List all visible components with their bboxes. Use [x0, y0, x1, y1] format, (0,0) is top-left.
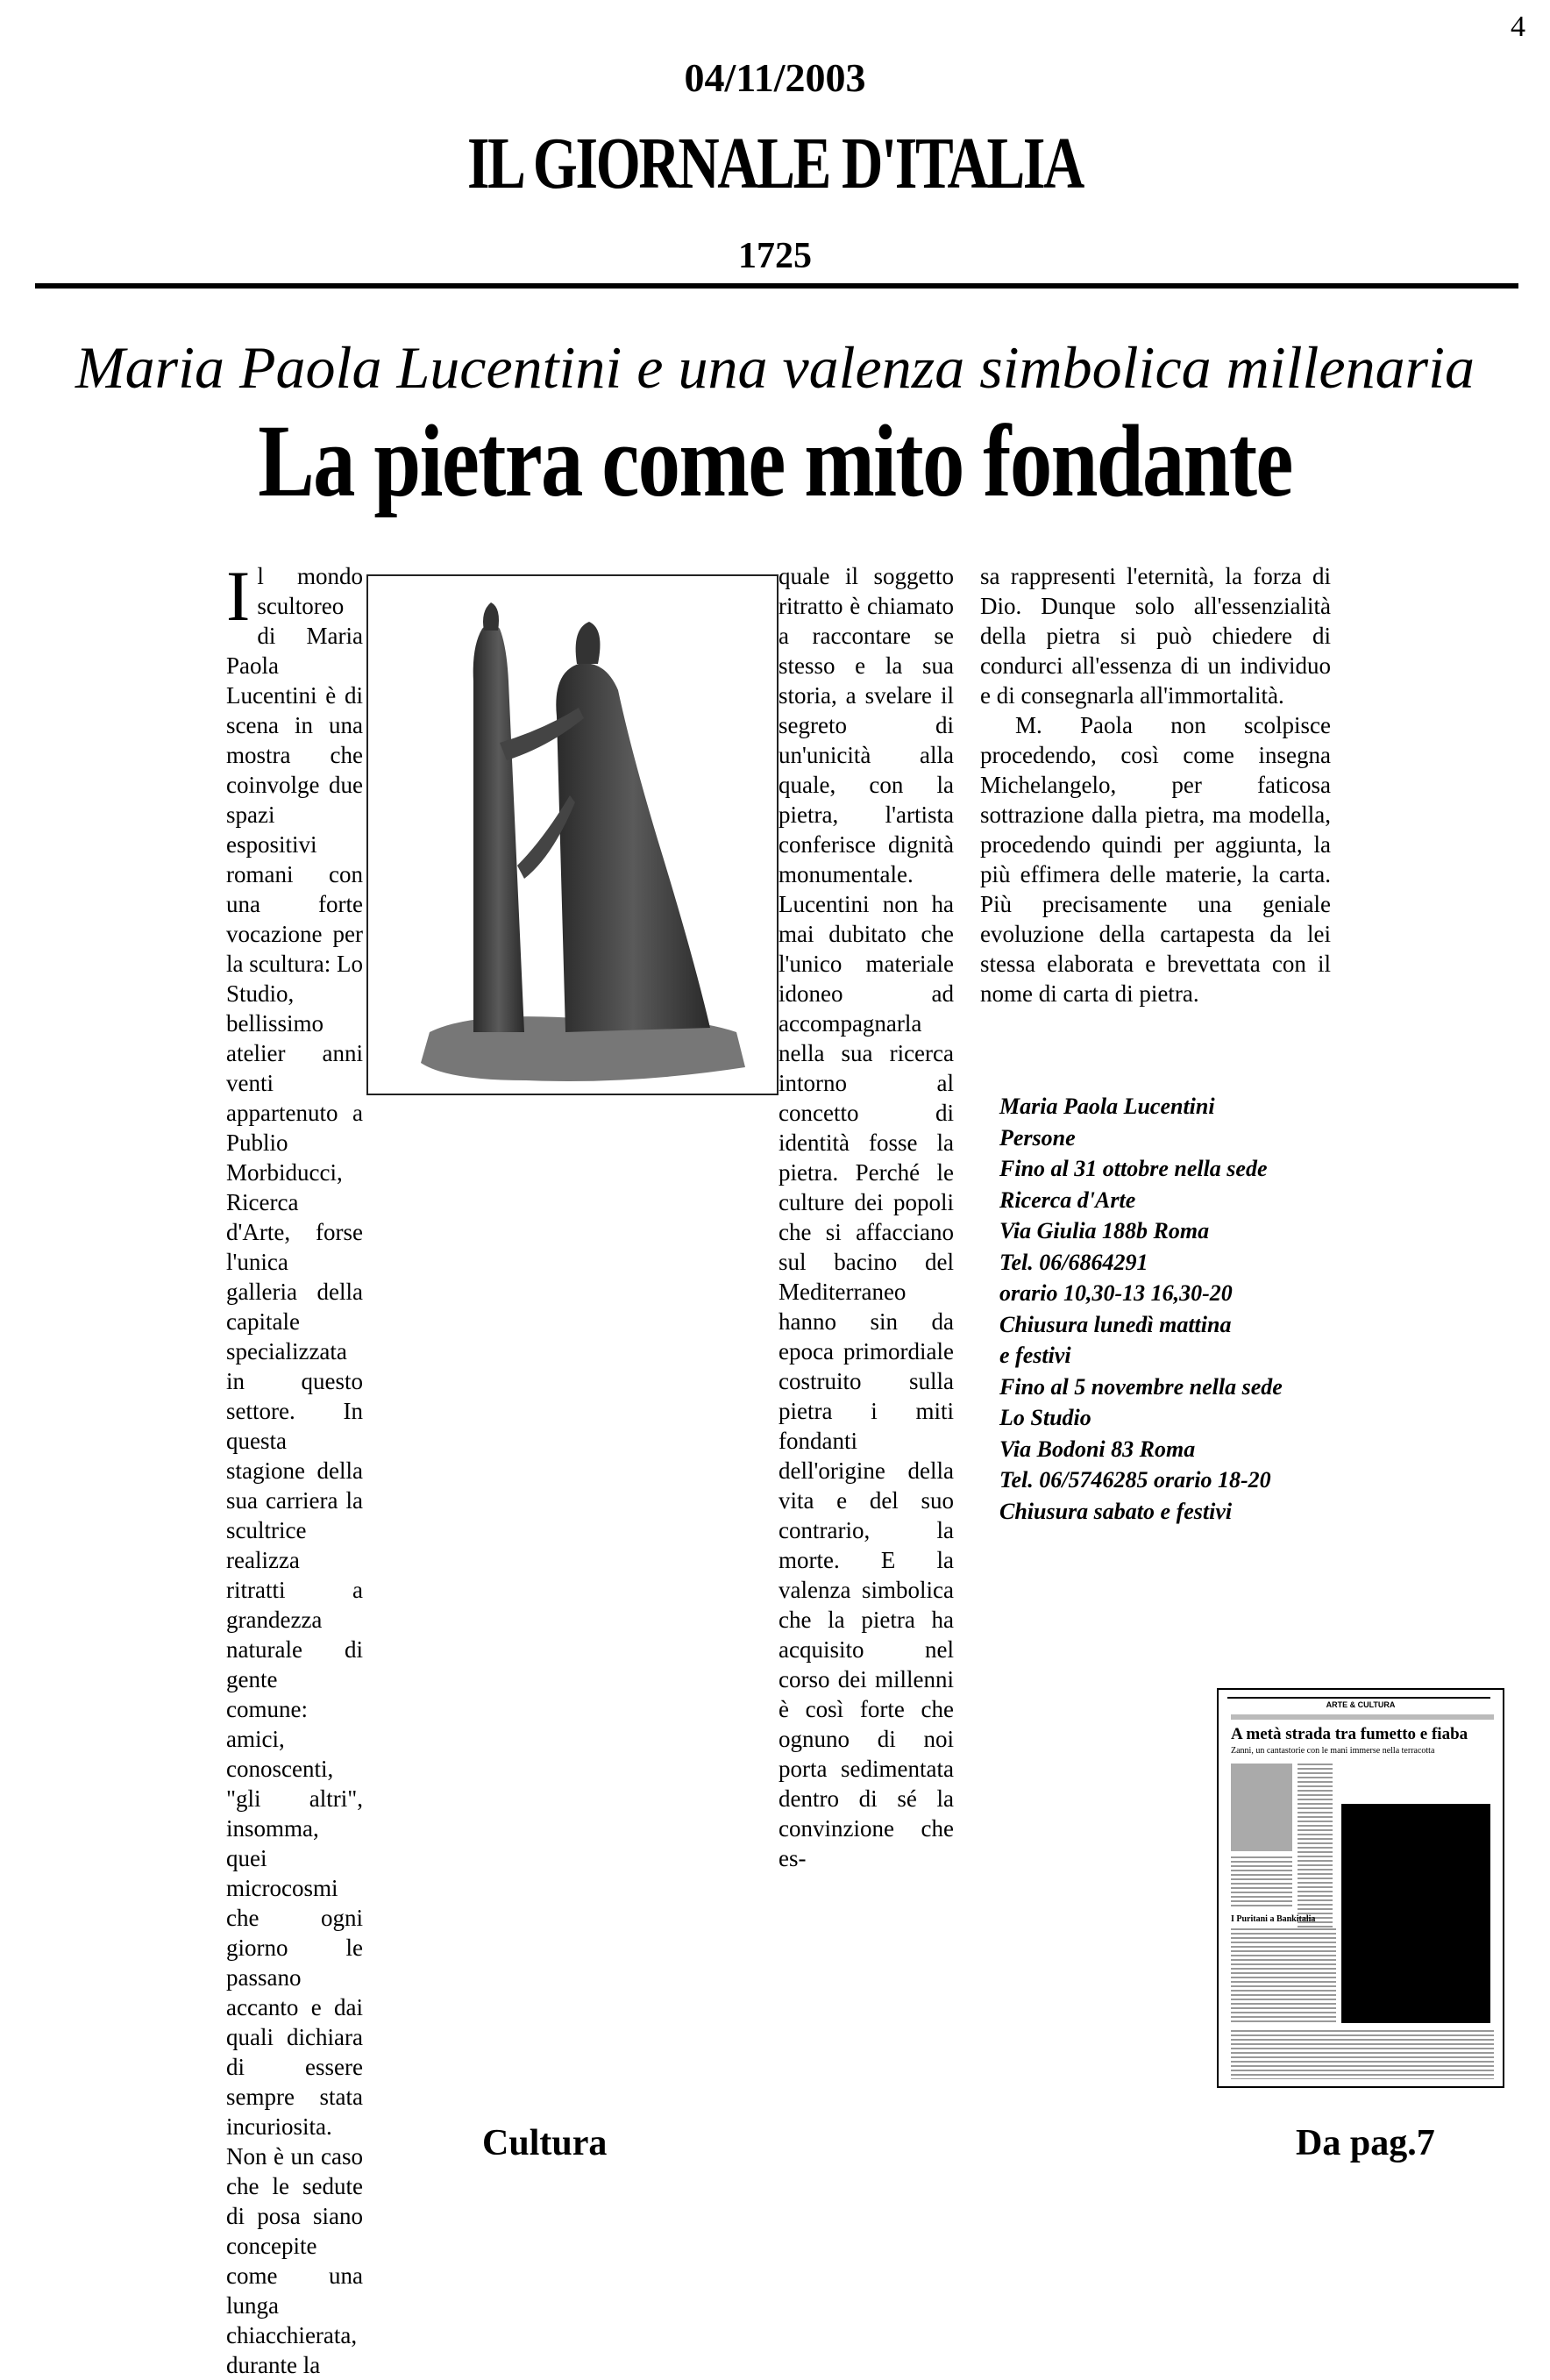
thumb-redaction — [1341, 1804, 1490, 2023]
info-line: e festivi — [999, 1343, 1071, 1368]
info-line: Chiusura sabato e festivi — [999, 1498, 1233, 1524]
article-kicker: Maria Paola Lucentini e una valenza simbolica millenaria — [75, 334, 1475, 401]
page-thumbnail — [1217, 1688, 1504, 2088]
article-paragraph-1: l mondo scultoreo di Maria Paola Lucentini è di scena in una mostra che coinvolge due spazi espositivi romani con una forte vocazione per la scultura: Lo Studio, bellissimo atelier anni venti appartenuto a Publio Morbiducci, Ricerca d'Arte, forse l'unica galleria della capitale specializzata in questo settore. In questa stagione della sua carriera la scultrice realizza ritratti a grandezza naturale di gente comune: amici, conoscenti, "gli altri", insomma, quei microcosmi che ogni giorno le passano accanto e dai quali dichiara di essere sempre stata incuriosita. Non è un caso che le sedute di posa siano concepite come una lunga chiacchierata, durante la — [226, 563, 363, 2378]
article-headline: La pietra come mito fondante — [258, 403, 1292, 518]
drop-cap: I — [226, 556, 251, 636]
info-line: Tel. 06/5746285 orario 18-20 — [999, 1467, 1271, 1493]
info-line: Fino al 31 ottobre nella sede — [999, 1156, 1268, 1181]
info-line: Fino al 5 novembre nella sede — [999, 1373, 1283, 1400]
info-line: orario 10,30-13 16,30-20 — [999, 1280, 1233, 1306]
info-line: Via Bodoni 83 Roma — [999, 1436, 1196, 1462]
exhibition-info — [999, 1091, 1368, 1527]
thumb-section: ARTE & CULTURA — [1326, 1700, 1396, 1709]
header-divider — [35, 283, 1518, 289]
footer-section: Cultura — [482, 2123, 608, 2163]
info-line: Via Giulia 188b Roma — [999, 1218, 1210, 1243]
page-number: 4 — [1511, 11, 1525, 43]
thumb-photo — [1231, 1764, 1292, 1851]
article-paragraph-2: quale il soggetto ritratto è chiamato a raccontare se stesso e la sua storia, a svelare il segreto di un'unicità alla quale, con la pietra, l'artista conferisce dignità monumentale. Lucentini non ha mai dubitato che l'unico materiale idoneo ad accompagnarla nella sua ricerca intorno al concetto di identità fosse la pietra. Perché le culture dei popoli che si affacciano sul bacino del Mediterraneo hanno sin da epoca primordiale costruito sulla pietra i miti fondanti dell'origine della vita e del suo contrario, la morte. E la valenza simbolica che la pietra ha acquisito nel corso dei millenni è così forte che ognuno di noi porta sedimentata dentro di sé la convinzione che es- — [779, 563, 954, 1871]
info-line: Persone — [999, 1124, 1076, 1151]
thumb-text-column — [1231, 2030, 1494, 2079]
info-line: Maria Paola Lucentini — [999, 1094, 1215, 1119]
thumb-secondary-headline: I Puritani a Bankitalia — [1231, 1914, 1316, 1924]
thumb-text-column — [1231, 1856, 1292, 1909]
thumb-subhead: Zanni, un cantastorie con le mani immerse nella terracotta — [1231, 1746, 1435, 1756]
article-paragraph-4: M. Paola non scolpisce procedendo, così come insegna Michelangelo, per faticosa sottrazione dalla pietra, ma modella, procedendo quindi per aggiunta, la più effimera delle materie, la carta. Più precisamente una geniale evoluzione della cartapesta da lei stessa elaborata e brevettata con il nome di carta di pietra. — [980, 712, 1331, 1007]
article-column-1-top — [226, 556, 363, 2380]
thumb-headline: A metà strada tra fumetto e fiaba — [1231, 1725, 1468, 1743]
thumb-rule — [1227, 1697, 1490, 1699]
publication-date: 04/11/2003 — [684, 55, 866, 100]
footer-continuation: Da pag.7 — [1296, 2123, 1435, 2163]
issue-number: 1725 — [738, 236, 812, 276]
thumb-text-column — [1231, 1928, 1336, 2025]
info-line: Chiusura lunedì mattina — [999, 1311, 1232, 1337]
info-line: Lo Studio — [999, 1405, 1091, 1430]
article-column-2 — [779, 561, 954, 1873]
info-line: Ricerca d'Arte — [999, 1186, 1136, 1213]
article-paragraph-3: sa rappresenti l'eternità, la forza di Dio. Dunque solo all'essenzialità della pietra si può chiedere di condurci all'essenza di un individuo e di consegnarla all'immortalità. — [980, 563, 1331, 709]
sculpture-photo — [366, 574, 779, 1095]
info-line: Tel. 06/6864291 — [999, 1249, 1148, 1275]
newspaper-masthead: IL GIORNALE D'ITALIA — [466, 123, 1083, 204]
thumb-kicker-bar — [1231, 1714, 1494, 1720]
sculpture-image — [368, 576, 777, 1094]
article-column-3 — [980, 561, 1331, 1008]
